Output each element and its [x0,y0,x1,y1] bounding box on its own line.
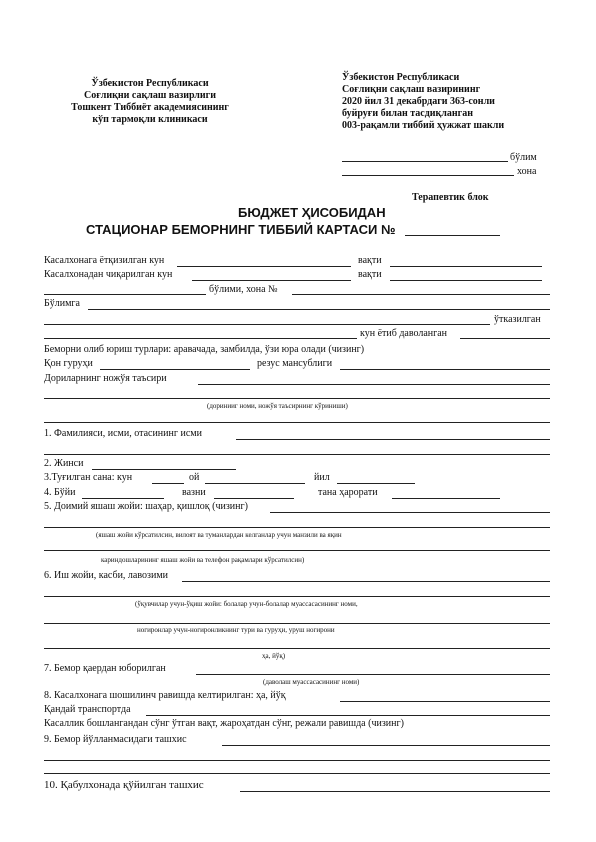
q7-label: 7. Бемор қаердан юборилган [44,663,166,674]
q6-line2[interactable] [44,596,550,597]
to-dept-label: Бўлимга [44,298,80,309]
days-line-right[interactable] [460,338,550,339]
q5-line1[interactable] [270,512,550,513]
to-dept-line[interactable] [88,309,550,310]
side-effects-line2[interactable] [44,398,550,399]
q3-year-line[interactable] [337,483,415,484]
q9-line1[interactable] [222,745,550,746]
header-left-line3: Тошкент Тиббиёт академиясининг [71,102,229,113]
header-right-line1: Ўзбекистон Республикаси [342,72,460,83]
q6-line3[interactable] [44,623,550,624]
department-line[interactable] [342,161,508,162]
blood-group-line[interactable] [100,369,250,370]
q4-height-line[interactable] [82,498,164,499]
header-left-line4: кўп тармоқли клиникаси [92,114,208,125]
q3-day-line[interactable] [152,483,184,484]
title-line1: БЮДЖЕТ ҲИСОБИДАН [238,205,386,220]
department-label: бўлим [510,152,537,163]
days-line-left[interactable] [44,338,357,339]
discharge-day-label: Касалхонадан чиқарилган кун [44,269,173,280]
dept-room-line[interactable] [292,294,550,295]
days-treated-label: кун ётиб даволанган [360,328,448,339]
q4-weight-label: вазни [182,487,206,498]
transferred-line[interactable] [44,324,490,325]
title-line2: СТАЦИОНАР БЕМОРНИНГ ТИББИЙ КАРТАСИ № [86,222,396,237]
room-line[interactable] [342,175,514,176]
q1-line2[interactable] [44,454,550,455]
header-right-line2: Соғлиқни сақлаш вазирининг [342,84,481,95]
header-right-line3: 2020 йил 31 декабрдаги 363-сонли [342,96,495,107]
q6-line4[interactable] [44,648,550,649]
q6-note3: ҳа, йўқ) [262,652,286,660]
transferred-label: ўтказилган [494,314,541,325]
side-effects-note: (доринииг номи, ножўя таъсирнинг кўриниши) [207,402,348,410]
q4-temp-label: тана ҳарорати [318,487,378,498]
admit-time-line[interactable] [390,266,542,267]
q5-label: 5. Доимий яшаш жойи: шаҳар, қишлоқ (чизинг) [44,501,248,512]
admit-time-label: вақти [358,255,382,266]
q10-line[interactable] [240,791,550,792]
admit-day-line[interactable] [177,266,351,267]
block-label: Терапевтик блок [412,192,489,203]
q8-transport-label: Қандай транспортда [44,704,131,715]
q2-label: 2. Жинси [44,458,84,469]
q3-year-label: йил [314,472,330,483]
q3-month-label: ой [189,472,200,483]
q1-line1[interactable] [236,439,550,440]
q7-note: (даволаш муассасасининг номи) [263,678,360,686]
q6-line1[interactable] [182,581,550,582]
q9-label: 9. Бемор йўлланмасидаги ташхис [44,734,187,745]
q8-transport-line[interactable] [146,715,550,716]
q8-label: 8. Касалхонага шошилинч равишда келтирилган: ҳа, йўқ [44,690,286,701]
transport-label: Беморни олиб юриш турлари: аравачада, замбилда, ўзи юра олади (чизинг) [44,344,365,355]
q3-month-line[interactable] [205,483,305,484]
header-right-line4: буйруғи билан тасдиқланган [342,108,473,119]
rhesus-line[interactable] [340,369,550,370]
q5-note2: кариндошларининг яшаш жойи ва телефон рақамлари кўрсатилсин) [101,556,305,564]
admit-day-label: Касалхонага ётқизилган кун [44,255,165,266]
q4-height-label: 4. Бўйи [44,487,76,498]
discharge-time-label: вақти [358,269,382,280]
q9-line3[interactable] [44,773,550,774]
side-effects-line1[interactable] [198,384,550,385]
q4-weight-line[interactable] [214,498,294,499]
dept-room-label: бўлими, хона № [209,284,278,295]
side-effects-line3[interactable] [44,422,550,423]
blood-group-label: Қон гуруҳи [44,358,93,369]
dept-name-line[interactable] [44,294,206,295]
side-effects-label: Дориларнинг ножўя таъсири [44,373,167,384]
q5-line3[interactable] [44,550,550,551]
q6-label: 6. Иш жойи, касби, лавозими [44,570,168,581]
q7-line[interactable] [196,674,550,675]
q3-day-label: 3.Туғилган сана: кун [44,472,133,483]
card-number-line[interactable] [405,235,500,236]
header-right-line5: 003-рақамли тиббий ҳужжат шакли [342,120,505,131]
q2-line[interactable] [92,469,236,470]
q6-note2: ногиронлар учун-ногиронликнинг тури ва гуруҳи, уруш ногирони [137,626,335,634]
q8-time-label: Касаллик бошлангандан сўнг ўтган вақт, жароҳатдан сўнг, режали равишда (чизинг) [44,718,404,729]
q9-line2[interactable] [44,760,550,761]
q1-label: 1. Фамилияси, исми, отасининг исми [44,428,202,439]
q10-label: 10. Қабулхонада қўйилган ташхис [44,779,204,791]
q5-line2[interactable] [44,527,550,528]
rhesus-label: резус мансублиги [257,358,333,369]
room-label: хона [517,166,537,177]
q6-note1: (ўқувчилар учун-ўқиш жойи: болалар учун-болалар муассасасининг номи, [135,600,358,608]
discharge-day-line[interactable] [192,280,351,281]
header-left-line2: Соғлиқни сақлаш вазирлиги [84,90,216,101]
q4-temp-line[interactable] [392,498,500,499]
discharge-time-line[interactable] [390,280,542,281]
q5-note1: (яшаш жойи кўрсатилсин, вилоят ва туманлардан келганлар учун манзили ва яқин [96,531,342,539]
header-left-line1: Ўзбекистон Республикаси [91,78,209,89]
q8-line[interactable] [340,701,550,702]
